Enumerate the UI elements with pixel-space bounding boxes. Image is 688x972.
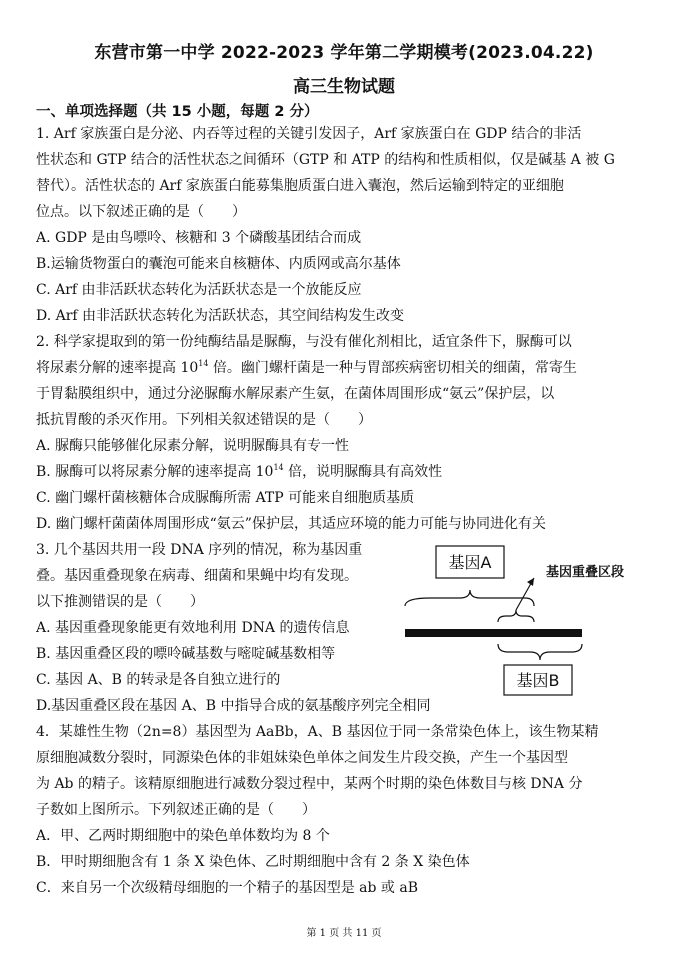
overlap-label: 基因重叠区段 [546,565,625,580]
q3-option-d: D.基因重叠区段在基因 A、B 中指导合成的氨基酸序列完全相同 [36,698,431,714]
q2-option-a: A. 脲酶只能够催化尿素分解，说明脲酶具有专一性 [36,438,350,454]
q4-stem-line: 原细胞减数分裂时，同源染色体的非姐妹染色单体之间发生片段交换，产生一个基因型 [36,750,568,766]
q1-stem-line: 1. Arf 家族蛋白是分泌、内吞等过程的关键引发因子，Arf 家族蛋白在 GDP 结合的非活 [36,126,582,142]
q1-option-d: D. Arf 由非活跃状态转化为活跃状态，其空间结构发生改变 [36,308,405,324]
q2-stem-line: 抵抗胃酸的杀灭作用。下列相关叙述错误的是（ ） [36,412,372,428]
q2-stem-line: 于胃黏膜组织中，通过分泌脲酶水解尿素产生氨，在菌体周围形成“氨云”保护层，以 [36,386,555,402]
q3-option-b: B. 基因重叠区段的嘌呤碱基数与嘧啶碱基数相等 [36,646,336,662]
q2-option-c: C. 幽门螺杆菌核糖体合成脲酶所需 ATP 可能来自细胞质基质 [36,490,415,506]
q1-stem-line: 性状态和 GTP 结合的活性状态之间循环（GTP 和 ATP 的结构和性质相似，仅是碱基 A 被 G [36,152,615,168]
section-heading: 一、单项选择题（共 15 小题，每题 2 分） [36,104,319,120]
gene-a-brace [405,590,534,606]
gene-a-label: 基因A [448,553,492,572]
exponent: 14 [198,359,209,368]
page-footer: 第 1 页 共 11 页 [306,928,382,939]
q4-option-c: C．来自另一个次级精母细胞的一个精子的基因型是 ab 或 aB [36,880,419,896]
q4-option-a: A．甲、乙两时期细胞中的染色单体数均为 8 个 [36,828,330,844]
q3-stem-line: 以下推测错误的是（ ） [36,594,204,610]
exam-subtitle: 高三生物试题 [293,77,395,97]
gene-b-label: 基因B [516,671,560,690]
overlap-brace [498,610,534,622]
gene-b-brace [498,644,582,660]
q1-option-a: A. GDP 是由鸟嘌呤、核糖和 3 个磷酸基团结合而成 [36,230,362,246]
q4-option-b: B．甲时期细胞含有 1 条 X 染色体、乙时期细胞中含有 2 条 X 染色体 [36,854,470,870]
exam-title: 东营市第一中学 2022-2023 学年第二学期模考(2023.04.22) [94,43,594,63]
exponent: 14 [273,463,284,472]
q4-stem-line: 子数如上图所示。下列叙述正确的是（ ） [36,802,316,818]
q4-stem-line: 为 Ab 的精子。该精原细胞进行减数分裂过程中，某两个时期的染色体数目与核 DNA 分 [36,776,583,792]
q2-stem-line: 2. 科学家提取到的第一份纯酶结晶是脲酶，与没有催化剂相比，适宜条件下，脲酶可以 [36,334,572,350]
q1-stem-line: 替代）。活性状态的 Arf 家族蛋白能募集胞质蛋白进入囊泡，然后运输到特定的亚细胞 [36,178,564,194]
q3-stem-line: 3. 几个基因共用一段 DNA 序列的情况，称为基因重 [36,542,363,558]
q3-option-a: A. 基因重叠现象能更有效地利用 DNA 的遗传信息 [36,620,350,636]
q3-option-c: C. 基因 A、B 的转录是各自独立进行的 [36,672,281,688]
q2-stem-line: 将尿素分解的速率提高 $10^{14}$ 倍。幽门螺杆菌是一种与胃部疾病密切相关的细菌，常寄生 [36,359,577,376]
q2-option-d: D. 幽门螺杆菌菌体周围形成“氨云”保护层，其适应环境的能力可能与协同进化有关 [36,516,546,532]
q3-stem-line: 叠。基因重叠现象在病毒、细菌和果蝇中均有发现。 [36,568,358,584]
q1-option-b: B.运输货物蛋白的囊泡可能来自核糖体、内质网或高尔基体 [36,256,401,272]
gene-overlap-diagram [400,540,650,700]
q1-option-c: C. Arf 由非活跃状态转化为活跃状态是一个放能反应 [36,282,362,298]
q2-option-b: B. 脲酶可以将尿素分解的速率提高 $10^{14}$ 倍，说明脲酶具有高效性 [36,463,443,480]
dna-strand [405,629,582,637]
q1-stem-line: 位点。以下叙述正确的是（ ） [36,204,246,220]
q4-stem-line: 4．某雄性生物（2n=8）基因型为 AaBb，A、B 基因位于同一条常染色体上，该生物某精 [36,724,599,740]
